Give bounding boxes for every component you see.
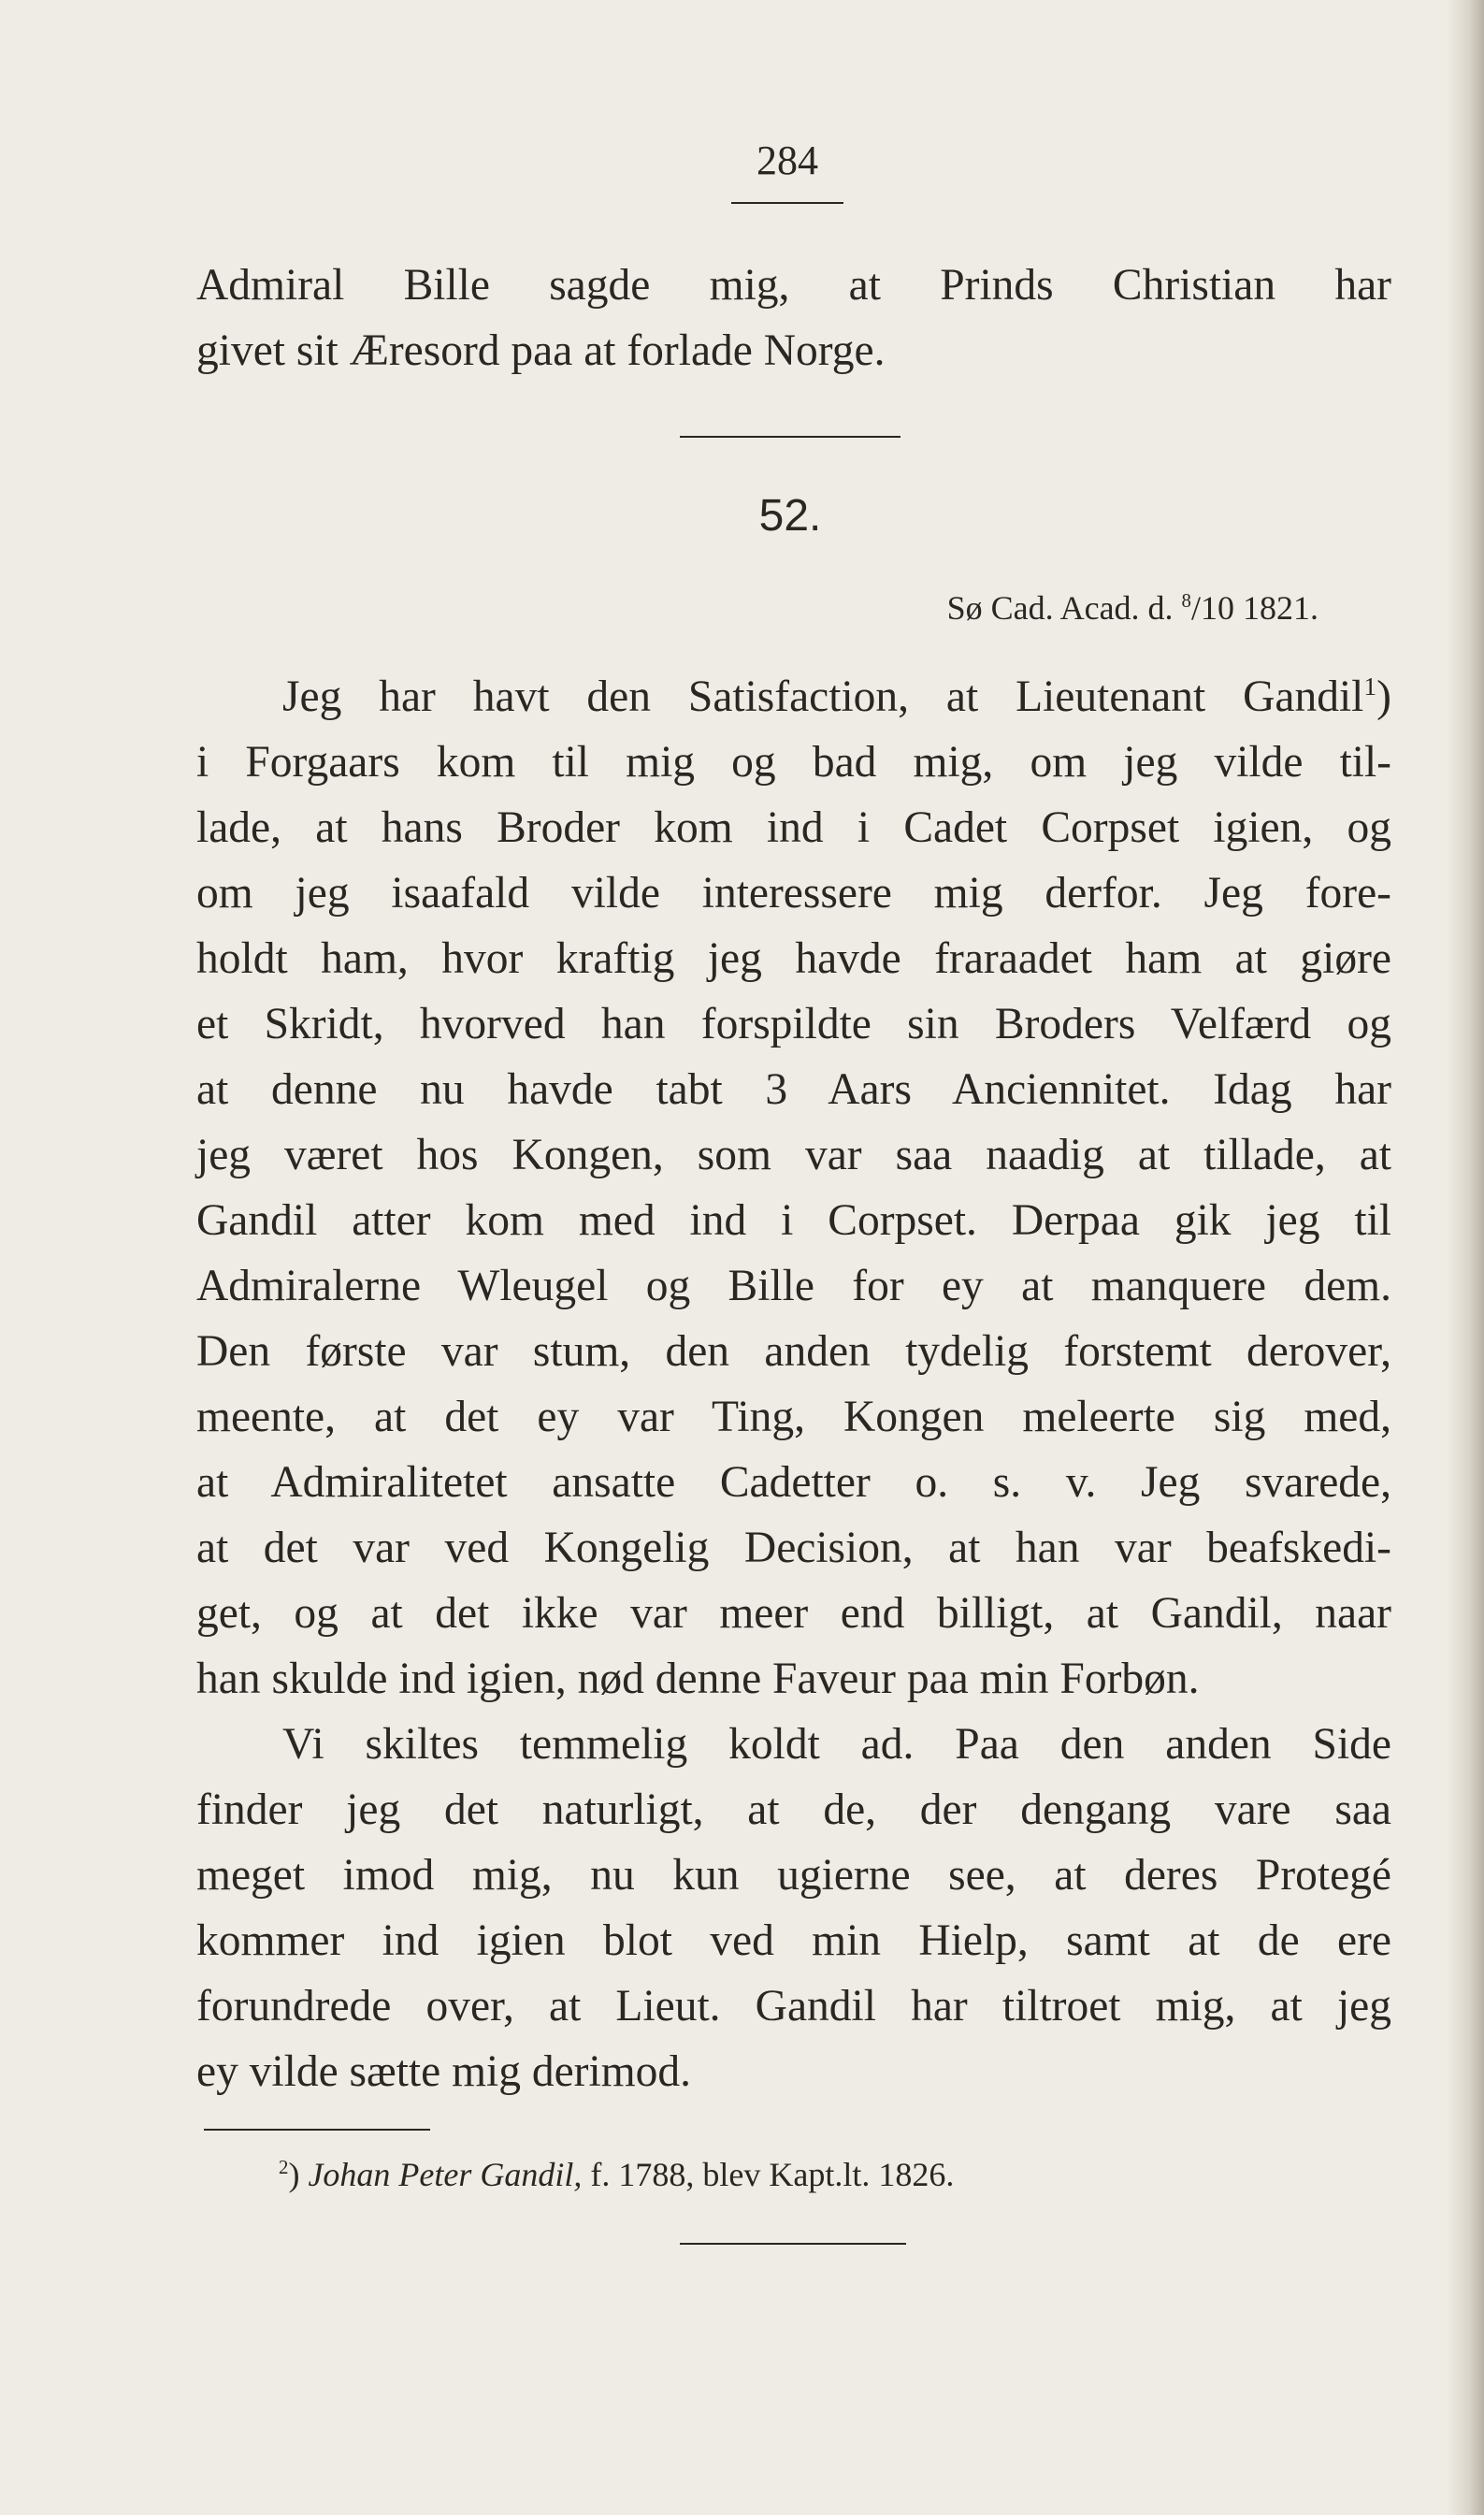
footnote-reference: 1 (1363, 671, 1377, 701)
letter-number: 52. (758, 491, 822, 541)
footnote-name: Johan Peter Gandil, (308, 2156, 583, 2193)
text-line: om jeg isaafald vilde interessere mig derfor. Jeg fore- (196, 869, 1391, 918)
text-line: lade, at hans Broder kom ind i Cadet Corpset igien, og (196, 803, 1391, 852)
text-line: Admiralerne Wleugel og Bille for ey at manquere dem. (196, 1262, 1391, 1310)
text-line: Den første var stum, den anden tydelig forstemt derover, (196, 1327, 1391, 1376)
date-denominator: /10 (1190, 589, 1234, 627)
footnote-rule (204, 2129, 430, 2131)
text-line: at det var ved Kongelig Decision, at han var beafskedi- (196, 1524, 1391, 1572)
text-line: et Skridt, hvorved han forspildte sin Broders Velfærd og (196, 1000, 1391, 1048)
text-line: holdt ham, hvor kraftig jeg havde fraraadet ham at giøre (196, 934, 1391, 983)
text-line: get, og at det ikke var meer end billigt, at Gandil, naar (196, 1589, 1391, 1638)
text-line: finder jeg det naturligt, at de, der dengang vare saa (196, 1785, 1391, 1834)
footnote-mark: 2 (279, 2156, 289, 2179)
text-line: Vi skiltes temmelig koldt ad. Paa den anden Side (282, 1720, 1391, 1769)
footnote-mark-close: ) (288, 2156, 300, 2193)
text-line: meget imod mig, nu kun ugierne see, at deres Protegé (196, 1851, 1391, 1900)
text-line: meente, at det ey var Ting, Kongen meleerte sig med, (196, 1393, 1391, 1441)
text-line: Gandil atter kom med ind i Corpset. Derpaa gik jeg til (196, 1196, 1391, 1245)
page-number: 284 (756, 137, 818, 183)
page-end-divider (680, 2243, 906, 2245)
letter-paragraph-1 (196, 664, 1391, 1712)
text-line: kommer ind igien blot ved min Hielp, samt at de ere (196, 1916, 1391, 1965)
footnote (279, 2154, 1307, 2195)
text-line: Admiral Bille sagde mig, at Prinds Christian har (196, 261, 1391, 310)
text-line: at denne nu havde tabt 3 Aars Anciennitet. Idag har (196, 1065, 1391, 1114)
footnote-details: f. 1788, blev Kapt.lt. 1826. (590, 2156, 955, 2193)
text-line: at Admiralitetet ansatte Cadetter o. s. v. Jeg svarede, (196, 1458, 1391, 1507)
footnote-reference-close: ) (1376, 672, 1391, 721)
letter-year: 1821. (1243, 589, 1318, 627)
first-line-text: Jeg har havt den Satisfaction, at Lieutenant Gandil (282, 672, 1364, 721)
text-line: givet sit Æresord paa at forlade Norge. (196, 326, 886, 375)
date-numerator: 8 (1181, 589, 1191, 613)
text-line-first (196, 664, 1391, 730)
text-line: jeg været hos Kongen, som var saa naadig at tillade, at (196, 1131, 1391, 1179)
letter-place: Sø Cad. Acad. d. (946, 589, 1174, 627)
section-divider (680, 436, 900, 438)
letter-paragraph-2 (196, 1712, 1391, 2104)
page-edge-shadow (1447, 0, 1484, 2515)
letter-dateline (870, 589, 1318, 627)
opening-paragraph (196, 253, 1391, 383)
page-number-rule (731, 202, 843, 204)
text-line: han skulde ind igien, nød denne Faveur paa min Forbøn. (196, 1655, 1200, 1703)
text-line: ey vilde sætte mig derimod. (196, 2047, 692, 2096)
text-line: forundrede over, at Lieut. Gandil har tiltroet mig, at jeg (196, 1982, 1391, 2031)
text-line: i Forgaars kom til mig og bad mig, om jeg vilde til- (196, 738, 1391, 787)
